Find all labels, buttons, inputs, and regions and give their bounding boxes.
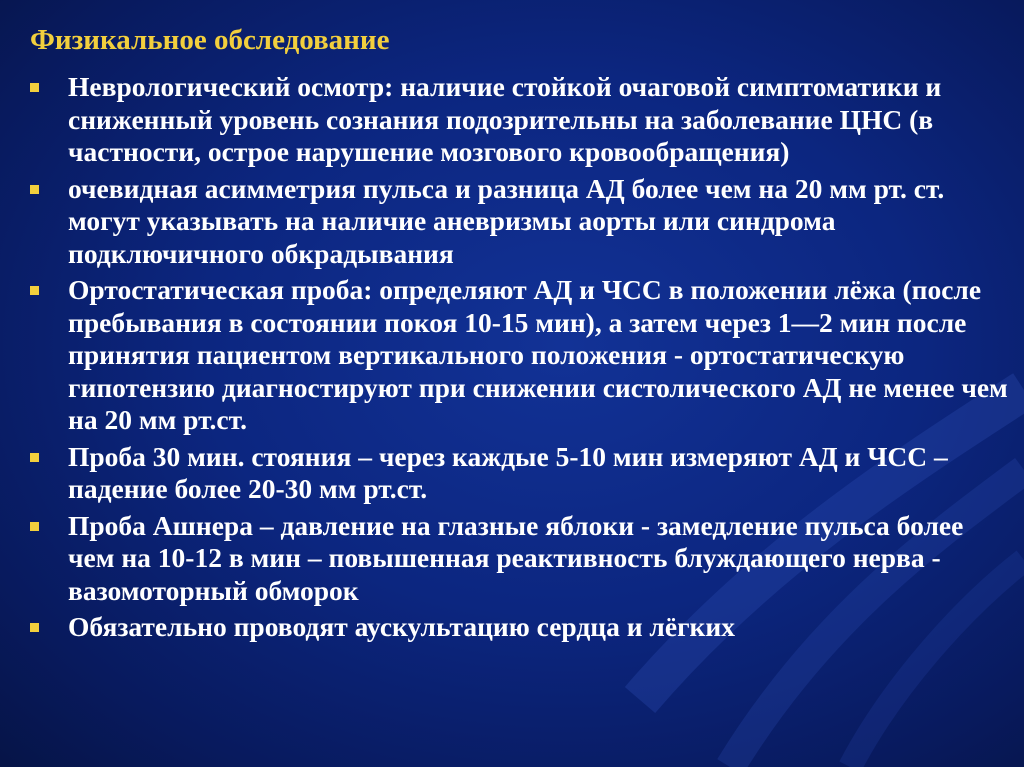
bullet-text: Проба Ашнера – давление на глазные яблоки - замедление пульса более чем на 10-12 в мин – повышенная реактивность блуждающего нерва - вазомоторный обморок [68, 509, 964, 606]
bullet-text: Обязательно проводят аускультацию сердца и лёгких [68, 611, 735, 642]
bullet-text: очевидная асимметрия пульса и разница АД более чем на 20 мм рт. ст. могут указывать на наличие аневризмы аорты или синдрома подключичного обкрадывания [68, 172, 945, 269]
square-bullet-icon [30, 623, 39, 632]
square-bullet-icon [30, 286, 39, 295]
bullet-item [30, 510, 1010, 608]
bullet-text: Ортостатическая проба: определяют АД и ЧСС в положении лёжа (после пребывания в состоянии покоя 10-15 мин), а затем через 1—2 мин после принятия пациентом вертикального положения - ортостатическую гипотензию диагностируют при снижении систолического АД не менее чем на 20 мм рт.ст. [68, 274, 1008, 435]
square-bullet-icon [30, 453, 39, 462]
bullet-item [30, 71, 1010, 169]
bullet-item [30, 173, 1010, 271]
bullet-item [30, 274, 1010, 437]
slide-title: Физикальное обследование [30, 24, 390, 56]
bullet-item [30, 611, 1010, 644]
bullet-list [30, 71, 1010, 648]
bullet-text: Проба 30 мин. стояния – через каждые 5-10 мин измеряют АД и ЧСС – падение более 20-30 мм рт.ст. [68, 440, 948, 504]
square-bullet-icon [30, 83, 39, 92]
bullet-text: Неврологический осмотр: наличие стойкой очаговой симптоматики и сниженный уровень сознания подозрительны на заболевание ЦНС (в частности, острое нарушение мозгового кровообращения) [68, 71, 942, 167]
square-bullet-icon [30, 185, 39, 194]
square-bullet-icon [30, 522, 39, 531]
bullet-item [30, 441, 1010, 506]
